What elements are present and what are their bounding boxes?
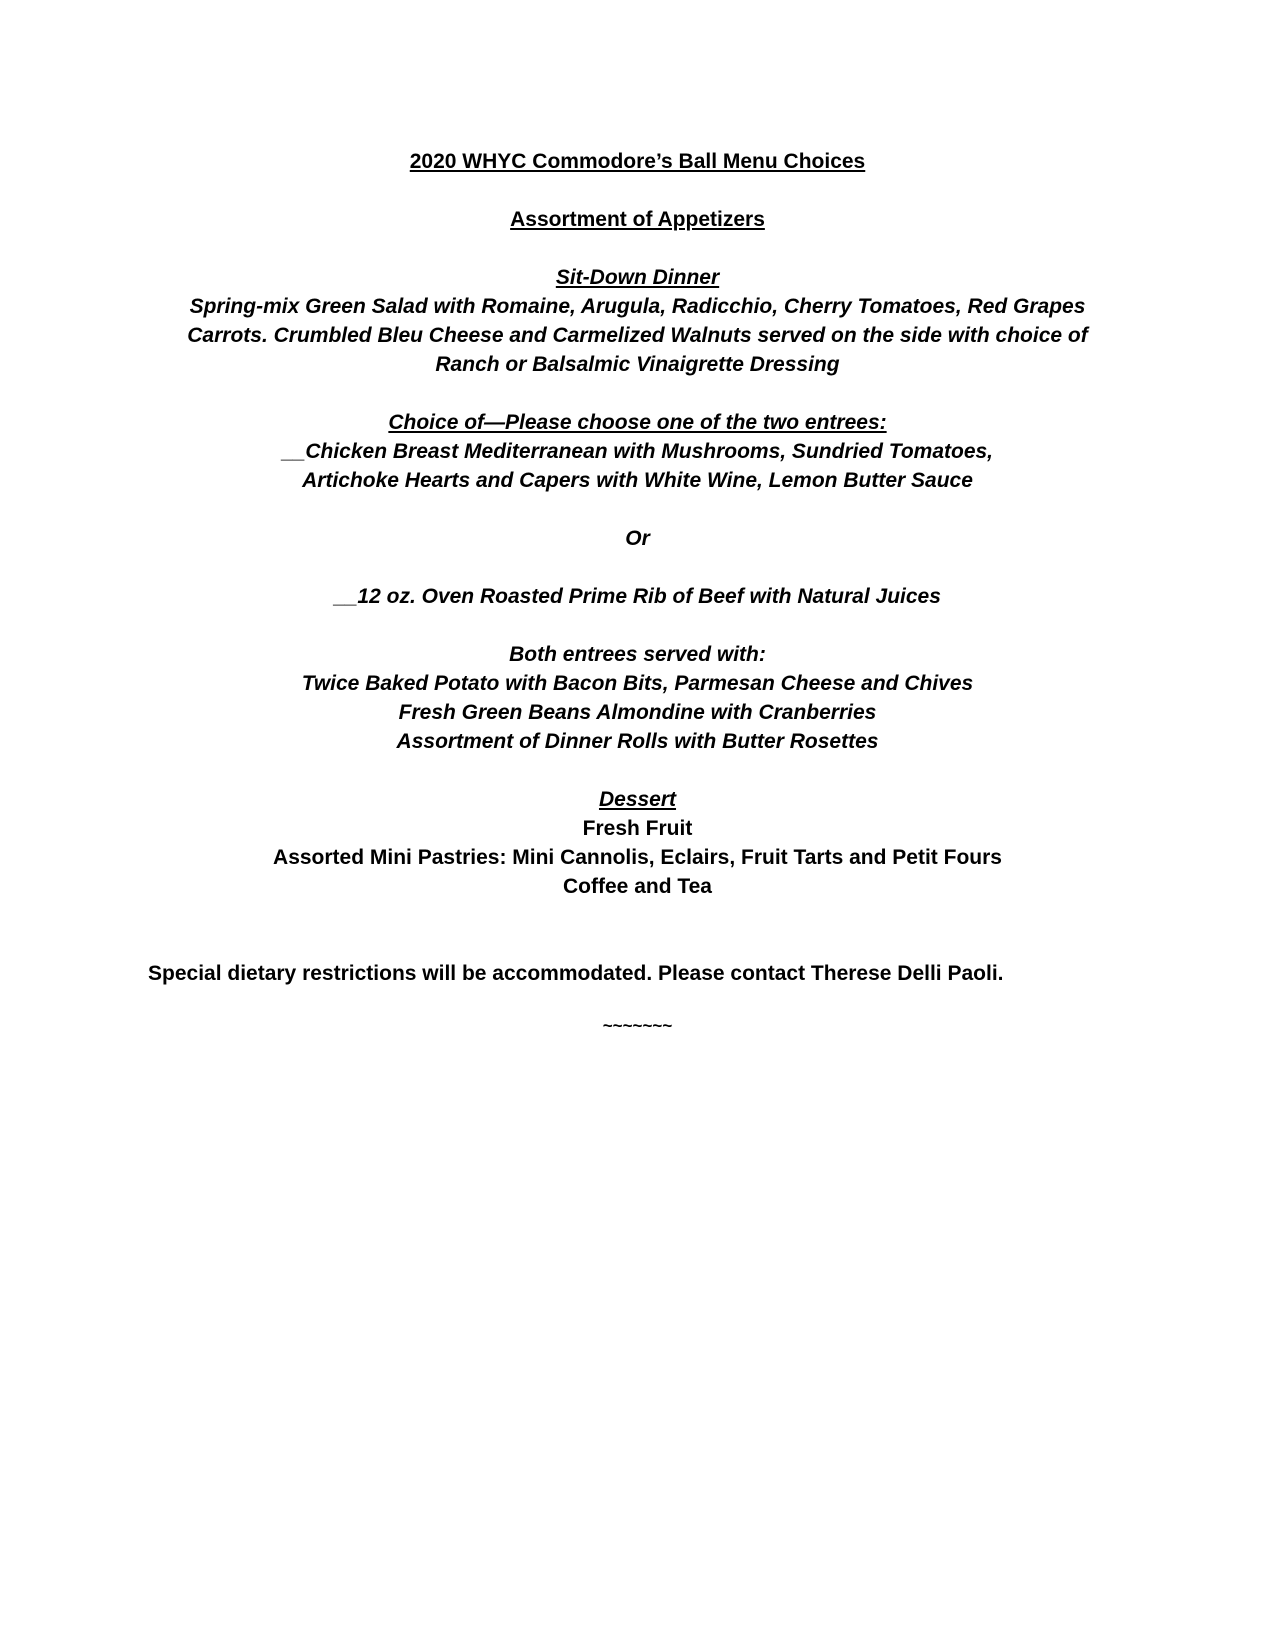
ornament: ~~~~~~~ [602, 1016, 673, 1035]
menu-title: 2020 WHYC Commodore’s Ball Menu Choices [409, 150, 866, 173]
entree-option-chicken: Artichoke Hearts and Capers with White Wine, Lemon Butter Sauce [302, 469, 973, 492]
dessert-item: Assorted Mini Pastries: Mini Cannolis, Eclairs, Fruit Tarts and Petit Fours [273, 846, 1002, 869]
entree-choice-heading: Choice of—Please choose one of the two entrees: [388, 411, 887, 434]
dinner-heading: Sit-Down Dinner [555, 266, 720, 289]
appetizers-heading: Assortment of Appetizers [510, 208, 765, 231]
dietary-note: Special dietary restrictions will be accommodated. Please contact Therese Delli Paoli. [148, 962, 1004, 985]
salad-line: Spring-mix Green Salad with Romaine, Arugula, Radicchio, Cherry Tomatoes, Red Grapes [189, 295, 1086, 318]
dessert-item: Fresh Fruit [582, 817, 693, 840]
side-item: Assortment of Dinner Rolls with Butter Rosettes [396, 730, 879, 753]
side-item: Fresh Green Beans Almondine with Cranberries [398, 701, 877, 724]
salad-line: Carrots. Crumbled Bleu Cheese and Carmelized Walnuts served on the side with choice of [187, 324, 1088, 347]
dessert-item: Coffee and Tea [563, 875, 712, 898]
entree-or: Or [625, 527, 650, 550]
side-item: Twice Baked Potato with Bacon Bits, Parmesan Cheese and Chives [301, 672, 974, 695]
entree-option-beef: __12 oz. Oven Roasted Prime Rib of Beef with Natural Juices [334, 585, 941, 608]
entree-option-chicken: __Chicken Breast Mediterranean with Mushrooms, Sundried Tomatoes, [281, 440, 994, 463]
salad-line: Ranch or Balsalmic Vinaigrette Dressing [435, 353, 840, 376]
dessert-heading: Dessert [598, 788, 677, 811]
sides-heading: Both entrees served with: [509, 643, 766, 666]
